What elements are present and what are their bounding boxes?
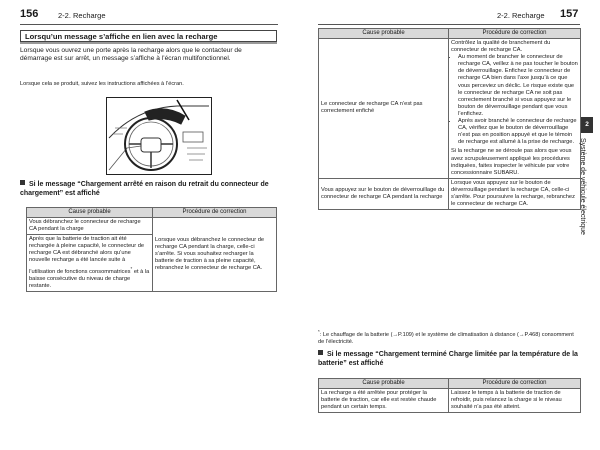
table3-header-cause: Cause probable: [319, 379, 449, 389]
footnote-star: *: [318, 329, 320, 334]
right-page-number: 157: [560, 8, 579, 20]
instruction-text: Lorsque cela se produit, suivez les instructions affichées à l’écran.: [20, 81, 184, 87]
heading1-text: Si le message “Chargement arrêté en raison du retrait du connecteur de chargement” est affiché: [20, 181, 269, 197]
table3-procedure: Laissez le temps à la batterie de traction de refroidir, puis relancez la charge si le niveau souhaité n’a pas été atteint.: [449, 389, 581, 413]
table-temperature: [318, 378, 581, 413]
table1-header-cause: Cause probable: [27, 208, 153, 218]
intro-paragraph: Lorsque vous ouvrez une porte après la recharge alors que le contacteur de démarrage est sur arrêt, un message s’affiche à l’écran multifonctionnel.: [20, 47, 242, 63]
table2-proc-after: Si la recharge ne se déroule pas alors que vous avez scrupuleusement appliqué les procédures indiquées, faites inspecter le véhicule par votre concessionnaire SUBARU.: [451, 148, 572, 176]
table2-header-procedure: Procédure de correction: [449, 29, 581, 39]
table2-proc-bullet-2: • Après avoir branché le connecteur de recharge CA, vérifiez que le bouton de déverrouillage n’est pas en position appuyé et que le témoin de recharge est allumé à la prise de recharge.: [458, 118, 578, 146]
table2-proc-intro: Contrôlez la qualité de branchement du connecteur de recharge CA.: [451, 40, 551, 54]
table1-cause-2: [27, 235, 153, 292]
heading2-text: Si le message “Chargement terminé Charge limitée par la température de la batterie” est affiché: [318, 351, 578, 367]
table-unplugged: [26, 207, 277, 292]
table2-cause-1: Le connecteur de recharge CA n’est pas correctement enfiché: [319, 39, 449, 179]
left-page-number: 156: [20, 8, 39, 20]
chapter-tab: 2: [581, 117, 593, 133]
right-section-title: 2-2. Recharge: [497, 11, 545, 20]
footnote-marker: *: [130, 265, 133, 271]
bullet-square-icon: [318, 350, 323, 355]
heading-unplugged-message: [20, 180, 275, 198]
footnote: [318, 328, 580, 346]
section-box-title: Lorsqu’un message s’affiche en lien avec la recharge: [20, 30, 277, 42]
bullet-square-icon: [20, 180, 25, 185]
right-header-rule: [318, 24, 580, 25]
steering-wheel-drawing: [107, 98, 211, 174]
table2-cause-2: Vous appuyez sur le bouton de déverrouillage du connecteur de recharge CA pendant la recharge: [319, 178, 449, 209]
table2-proc-list: [451, 54, 578, 146]
dashboard-illustration: [106, 97, 212, 175]
table3-cause: La recharge a été arrêtée pour protéger la batterie de traction, car elle est restée chaude pendant un certain temps.: [319, 389, 449, 413]
table2-procedure-2: Lorsque vous appuyez sur le bouton de déverrouillage pendant la recharge CA, celle-ci s’arrête. Pour poursuivre la recharge, rebranchez le connecteur de recharge CA.: [449, 178, 581, 209]
table2-header-cause: Cause probable: [319, 29, 449, 39]
left-header-rule: [20, 24, 278, 25]
table-connector-issues: [318, 28, 581, 210]
heading-temperature-message: [318, 350, 580, 368]
table1-cause-1: Vous débranchez le connecteur de recharge CA pendant la charge: [27, 218, 153, 235]
footnote-text: : Le chauffage de la batterie (→P.109) et le système de climatisation à distance (→P.468) consomment de l’électricité.: [318, 331, 574, 345]
table2-procedure-1: [449, 39, 581, 179]
table1-procedure: Lorsque vous débranchez le connecteur de recharge CA pendant la charge, celle-ci s’arrête. Si vous souhaitez recharger la batterie de traction à sa pleine capacité, rebranchez le connecteur de recharge CA.: [153, 218, 277, 292]
left-section-title: 2-2. Recharge: [58, 11, 106, 20]
table1-header-procedure: Procédure de correction: [153, 208, 277, 218]
table1-cause-2-main: Après que la batterie de traction ait été rechargée à pleine capacité, le connecteur de recharge CA est débranché alors qu’une nouvelle recharge a été lancée suite à l’utilisation de fonctions consommatrices: [29, 236, 145, 275]
table2-proc-bullet-1: • Au moment de brancher le connecteur de recharge CA, veillez à ne pas toucher le bouton de déverrouillage. Enfichez le connecteur de recharge CA bien dans l’axe jusqu’à ce que vous perceviez un déclic. Le risque existe que le connecteur de recharge CA ne soit pas correctement branché si vous appuyez sur le bouton de déverrouillage pendant que vous l’enfichez.: [458, 54, 578, 118]
table3-header-procedure: Procédure de correction: [449, 379, 581, 389]
chapter-side-label: Système de véhicule électrique: [579, 138, 586, 235]
table1-cause-2-end: et à la baisse consécutive du niveau de charge restante.: [29, 268, 150, 289]
